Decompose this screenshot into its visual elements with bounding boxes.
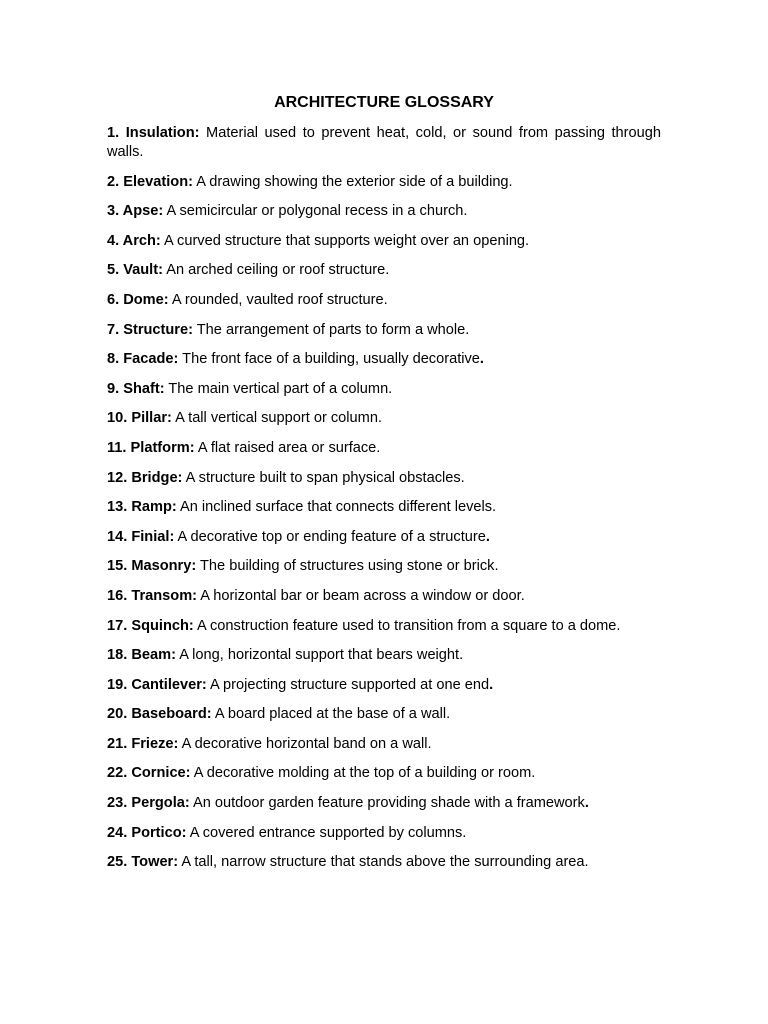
glossary-term: 2. Elevation: (107, 173, 193, 190)
glossary-entry (107, 853, 661, 872)
glossary-term: 12. Bridge: (107, 469, 183, 486)
glossary-entry (107, 439, 661, 458)
glossary-term: 9. Shaft: (107, 380, 165, 397)
glossary-entry (107, 735, 661, 754)
glossary-definition: An arched ceiling or roof structure. (162, 262, 390, 279)
glossary-term: 1. Insulation: (107, 125, 200, 141)
glossary-entry (107, 498, 661, 517)
glossary-term: 25. Tower: (107, 854, 179, 871)
glossary-entry (107, 173, 661, 192)
glossary-entry (107, 557, 661, 576)
glossary-definition: A horizontal bar or beam across a window or door. (197, 587, 525, 604)
glossary-definition: The front face of a building, usually decorative (178, 351, 480, 368)
glossary-definition-end: . (485, 528, 490, 545)
glossary-term: 3. Apse: (107, 203, 164, 220)
glossary-entry (107, 261, 661, 280)
glossary-definition: An inclined surface that connects different levels. (176, 499, 497, 516)
glossary-term: 21. Frieze: (107, 735, 179, 752)
glossary-term: 22. Cornice: (107, 765, 191, 782)
document-title: ARCHITECTURE GLOSSARY (274, 94, 494, 111)
glossary-term: 8. Facade: (107, 351, 179, 368)
glossary-definition: The building of structures using stone or brick. (196, 558, 499, 575)
glossary-definition: The main vertical part of a column. (164, 380, 393, 397)
glossary-definition: A tall vertical support or column. (171, 410, 382, 427)
glossary-entry (107, 350, 661, 369)
glossary-term: 24. Portico: (107, 824, 187, 841)
glossary-entry (107, 676, 661, 695)
glossary-definition-end: . (584, 795, 589, 812)
glossary-list (107, 124, 661, 872)
glossary-definition: An outdoor garden feature providing shade with a framework (189, 795, 585, 812)
glossary-definition: A decorative top or ending feature of a structure (174, 528, 486, 545)
glossary-term: 16. Transom: (107, 587, 198, 604)
glossary-entry (107, 202, 661, 221)
glossary-definition-end: . (489, 676, 494, 693)
glossary-definition: A rounded, vaulted roof structure. (168, 291, 388, 308)
glossary-entry (107, 409, 661, 428)
glossary-entry (107, 646, 661, 665)
glossary-entry (107, 124, 661, 162)
glossary-entry (107, 794, 661, 813)
glossary-definition: A tall, narrow structure that stands above the surrounding area. (178, 854, 589, 871)
glossary-entry (107, 617, 661, 636)
glossary-entry (107, 380, 661, 399)
glossary-definition: A board placed at the base of a wall. (211, 706, 451, 723)
glossary-entry (107, 528, 661, 547)
glossary-definition: A semicircular or polygonal recess in a church. (163, 203, 468, 220)
glossary-entry (107, 705, 661, 724)
glossary-term: 7. Structure: (107, 321, 193, 338)
glossary-definition: A decorative molding at the top of a building or room. (190, 765, 536, 782)
glossary-term: 14. Finial: (107, 528, 175, 545)
glossary-entry (107, 824, 661, 843)
glossary-term: 10. Pillar: (107, 410, 172, 427)
glossary-term: 23. Pergola: (107, 795, 190, 812)
glossary-definition: Material used to prevent heat, cold, or sound from passing through walls. (107, 125, 661, 160)
glossary-term: 19. Cantilever: (107, 676, 207, 693)
glossary-definition: A decorative horizontal band on a wall. (178, 735, 432, 752)
glossary-definition: A flat raised area or surface. (194, 439, 381, 456)
glossary-definition: A long, horizontal support that bears weight. (175, 647, 464, 664)
glossary-definition: A curved structure that supports weight over an opening. (160, 232, 530, 249)
glossary-definition: A structure built to span physical obstacles. (182, 469, 465, 486)
glossary-term: 17. Squinch: (107, 617, 194, 634)
glossary-term: 5. Vault: (107, 262, 163, 279)
glossary-entry (107, 291, 661, 310)
glossary-term: 18. Beam: (107, 647, 176, 664)
glossary-definition: A covered entrance supported by columns. (186, 824, 467, 841)
glossary-entry (107, 469, 661, 488)
glossary-page (107, 93, 661, 883)
glossary-definition: A drawing showing the exterior side of a building. (192, 173, 513, 190)
glossary-definition: A construction feature used to transition from a square to a dome. (193, 617, 621, 634)
glossary-term: 6. Dome: (107, 291, 169, 308)
glossary-term: 15. Masonry: (107, 558, 197, 575)
glossary-term: 4. Arch: (107, 232, 161, 249)
glossary-term: 20. Baseboard: (107, 706, 212, 723)
glossary-term: 13. Ramp: (107, 499, 177, 516)
glossary-entry (107, 321, 661, 340)
glossary-definition: A projecting structure supported at one end (206, 676, 490, 693)
glossary-entry (107, 232, 661, 251)
glossary-entry (107, 764, 661, 783)
glossary-definition: The arrangement of parts to form a whole. (192, 321, 470, 338)
glossary-term: 11. Platform: (107, 439, 195, 456)
glossary-definition-end: . (479, 351, 484, 368)
glossary-entry (107, 587, 661, 606)
